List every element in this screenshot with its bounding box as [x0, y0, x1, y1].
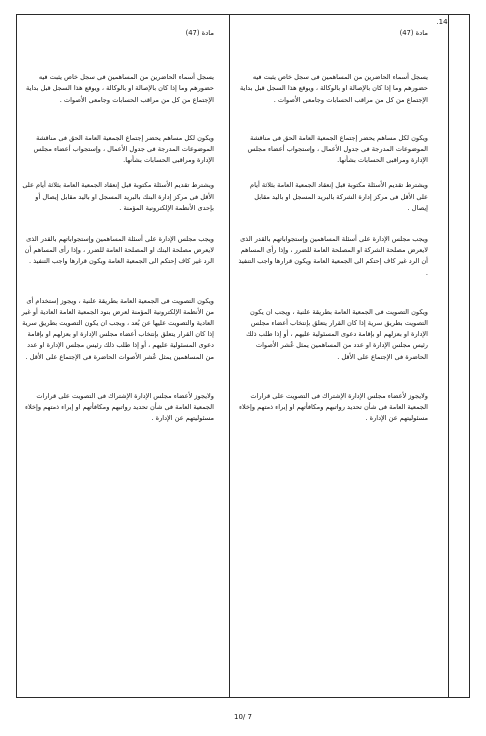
- paragraph: ولايجوز لأعضاء مجلس الإدارة الإشتراك فى التصويت على قرارات الجمعية العامة فى شأن تحديد رواتبهم ومكافأتهم او إبراء ذمتهم وإخلاء مسئوليتهم عن الإدارة .: [24, 391, 214, 423]
- paragraph: ويجب مجلس الإدارة على أسئلة المساهمين وإستجواباتهم بالقدر الذى لايعرض مصلحة الشركة او المصلحة العامة للضرر ، وإذا رأى المساهم أن الرد غير كاف إحتكم الى الجمعية العامة ويكون قرارها واجب التنفيذ .: [238, 235, 428, 277]
- row-number: 14.: [436, 18, 448, 26]
- column-divider-left: [229, 15, 230, 697]
- paragraph-amended: ويشترط تقديم الأسئلة مكتوبة قبل إنعقاد الجمعية العامة بثلاثة أيام على الأقل فى مركز إدارة البنك بالبريد المسجل او باليد مقابل إيصال أو بإحدى الأنظمة الإلكترونية المؤمنة .: [22, 181, 214, 212]
- paragraph: ويكون لكل مساهم يحضر إجتماع الجمعية العامة الحق فى مناقشة الموضوعات المدرجة فى جدول الأعمال ، وإستجواب أعضاء مجلس الإدارة ومراقبى الحسابات بشأنها.: [33, 133, 214, 165]
- article-heading: مادة (47): [185, 29, 214, 37]
- page-number: 10/ 7: [234, 713, 252, 721]
- paragraph-amended: ويكون التصويت فى الجمعية العامة بطريقة علنية ، ويجوز إستخدام أى من الأنظمة الإلكترونية المؤمنة لعرض بنود الجمعية العامة العادية أو غير العادية والتصويت عليها عن بُعد ، ويجب ان يكون التصويت بطريق سرية إذا كان القرار يتعلق بإنتخاب أعضاء مجلس الإدارة او بعزلهم او بإقامة دعوى المسئولية عليهم ، أو إذا طلب ذلك رئيس مجلس الإدارة او عدد من المساهمين يمثل عُشر الأصوات الحاضرة فى الإجتماع على الأقل .: [21, 296, 214, 361]
- paragraph: ويشترط تقديم الأسئلة مكتوبة قبل إنعقاد الجمعية العامة بثلاثة أيام على الأقل فى مركز إدارة الشركة بالبريد المسجل او باليد مقابل إيصال .: [250, 181, 428, 212]
- paragraph: يسجل أسماء الحاضرين من المساهمين فى سجل خاص يثبت فيه حضورهم وما إذا كان بالإصالة او بالوكالة ، ويوقع هذا السجل قبل بداية الإجتماع من كل من مراقب الحسابات وجامعى الأصوات .: [239, 73, 428, 104]
- original-article-column: [238, 28, 428, 424]
- amended-article-column: [19, 28, 214, 424]
- column-divider-right: [448, 15, 449, 697]
- paragraph: ويكون التصويت فى الجمعية العامة بطريقة علنية ، ويجب ان يكون التصويت بطريق سرية إذا كان القرار يتعلق بإنتخاب أعضاء مجلس الإدارة او بعزلهم او بإقامة دعوى المسئولية عليهم ، أو إذا طلب ذلك رئيس مجلس الإدارة او عدد من المساهمين يمثل عُشر الأصوات الحاضرة فى الإجتماع على الأقل .: [246, 307, 428, 361]
- paragraph: يسجل أسماء الحاضرين من المساهمين فى سجل خاص يثبت فيه حضورهم وما إذا كان بالإصالة او بالوكالة ، ويوقع هذا السجل قبل بداية الإجتماع من كل من مراقب الحسابات وجامعى الأصوات .: [25, 73, 214, 104]
- article-heading: مادة (47): [399, 29, 428, 37]
- paragraph: ولايجوز لأعضاء مجلس الإدارة الإشتراك فى التصويت على قرارات الجمعية العامة فى شأن تحديد رواتبهم ومكافأتهم او إبراء ذمتهم وإخلاء مسئوليتهم عن الإدارة .: [238, 391, 428, 423]
- paragraph-amended: ويجب مجلس الإدارة على أسئلة المساهمين وإستجواباتهم بالقدر الذى لايعرض مصلحة البنك او المصلحة العامة للضرر ، وإذا رأى المساهم أن الرد غير كاف إحتكم الى الجمعية العامة ويكون قرارها واجب التنفيذ .: [24, 235, 214, 266]
- paragraph: ويكون لكل مساهم يحضر إجتماع الجمعية العامة الحق فى مناقشة الموضوعات المدرجة فى جدول الأعمال ، وإستجواب أعضاء مجلس الإدارة ومراقبى الحسابات بشأنها.: [247, 133, 428, 165]
